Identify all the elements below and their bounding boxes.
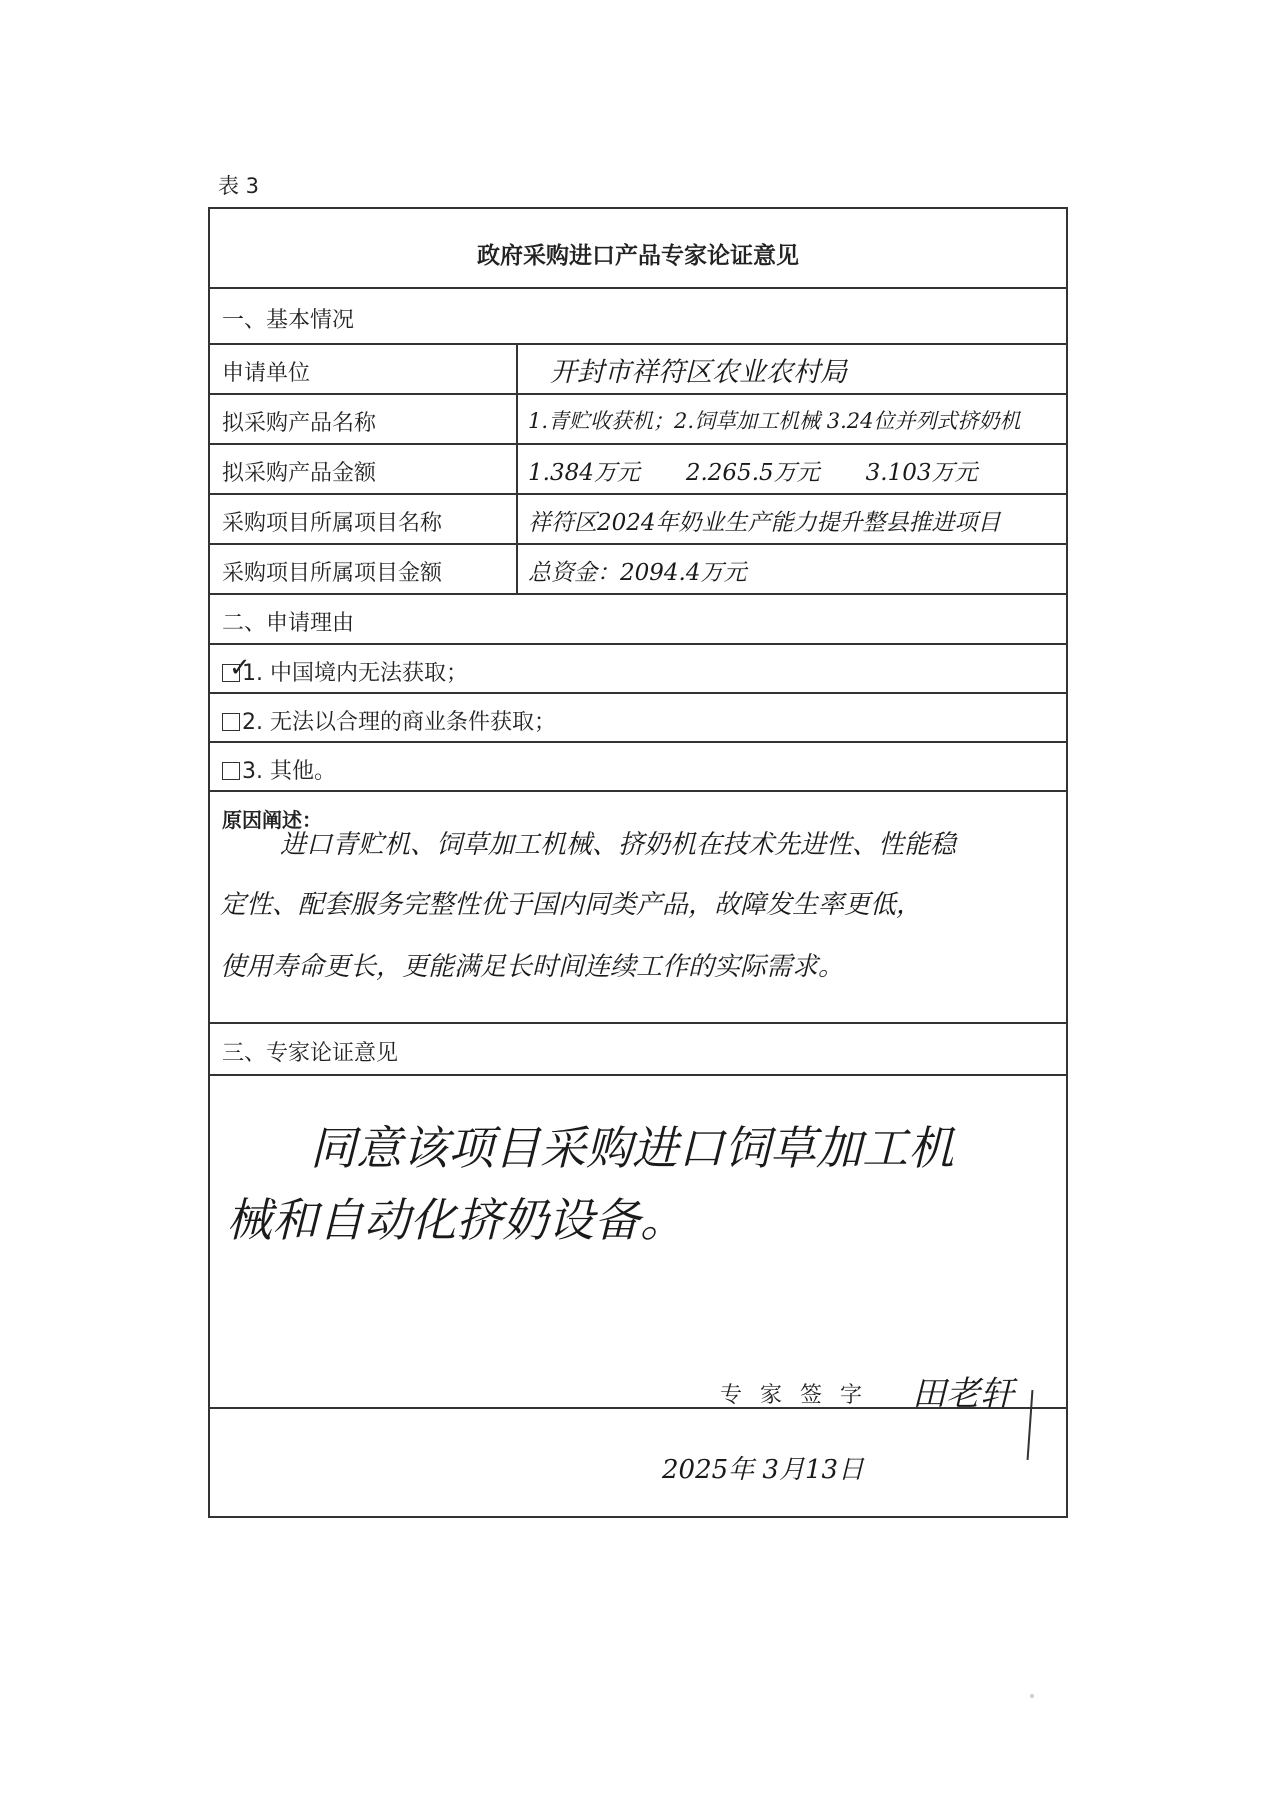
info-row bbox=[210, 345, 1066, 395]
info-row-label: 拟采购产品名称 bbox=[222, 411, 377, 436]
info-row-value: 开封市祥符区农业农村局 bbox=[550, 357, 847, 388]
reason-option bbox=[210, 694, 1066, 743]
expert-signature: 田老轩 bbox=[912, 1374, 1014, 1414]
section1-heading: 一、基本情况 bbox=[222, 308, 355, 333]
section2-heading-row bbox=[210, 595, 1066, 645]
info-row-label: 申请单位 bbox=[222, 361, 311, 386]
opinion-line: 同意该项目采购进口饲草加工机 bbox=[310, 1121, 954, 1175]
form-title-row bbox=[210, 209, 1066, 289]
info-row bbox=[210, 395, 1066, 445]
column-divider bbox=[516, 345, 518, 595]
section1-heading-row bbox=[210, 289, 1066, 345]
reason-option-label: 1. 中国境内无法获取； bbox=[242, 661, 468, 686]
reason-option bbox=[210, 645, 1066, 694]
reason-line: 使用寿命更长，更能满足长时间连续工作的实际需求。 bbox=[220, 952, 845, 982]
signature-label: 专家签字 bbox=[720, 1383, 881, 1408]
info-row-label: 拟采购产品金额 bbox=[222, 461, 377, 486]
checkbox[interactable] bbox=[222, 713, 240, 731]
section3-heading-row bbox=[210, 1024, 1066, 1076]
reason-option-label: 3. 其他。 bbox=[242, 759, 336, 784]
reason-line: 定性、配套服务完整性优于国内同类产品，故障发生率更低， bbox=[220, 890, 923, 920]
info-row-value: 总资金：2094.4万元 bbox=[528, 560, 747, 586]
table-label: 表 3 bbox=[218, 174, 260, 198]
opinion-line: 械和自动化挤奶设备。 bbox=[226, 1193, 686, 1247]
reason-label: 原因阐述： bbox=[222, 808, 322, 832]
signing-date: 2025年 3月13日 bbox=[662, 1455, 865, 1485]
info-row bbox=[210, 445, 1066, 495]
info-row-label: 采购项目所属项目金额 bbox=[222, 561, 443, 586]
checkbox[interactable] bbox=[222, 762, 240, 780]
info-row-value: 1.384万元 2.265.5万元 3.103万元 bbox=[528, 460, 978, 486]
info-row-label: 采购项目所属项目名称 bbox=[222, 511, 443, 536]
scan-dot bbox=[1030, 1694, 1034, 1698]
reason-option bbox=[210, 743, 1066, 792]
checkmark-icon: ✓ bbox=[229, 653, 251, 683]
section3-heading: 三、专家论证意见 bbox=[222, 1041, 399, 1066]
date-row bbox=[210, 1409, 1066, 1516]
expert-opinion-row bbox=[210, 1076, 1066, 1409]
info-row bbox=[210, 545, 1066, 595]
section2-heading: 二、申请理由 bbox=[222, 611, 355, 636]
info-row bbox=[210, 495, 1066, 545]
reason-option-label: 2. 无法以合理的商业条件获取； bbox=[242, 710, 556, 735]
expert-opinion-form bbox=[208, 207, 1068, 1518]
info-row-value: 1.青贮收获机；2.饲草加工机械 3.24位并列式挤奶机 bbox=[528, 409, 1021, 433]
reason-explanation-row bbox=[210, 792, 1066, 1024]
info-row-value: 祥符区2024年奶业生产能力提升整县推进项目 bbox=[528, 510, 1001, 536]
reason-line: 进口青贮机、饲草加工机械、挤奶机在技术先进性、性能稳 bbox=[280, 830, 957, 860]
checkbox-checked[interactable] bbox=[222, 653, 251, 683]
form-title: 政府采购进口产品专家论证意见 bbox=[477, 243, 799, 269]
